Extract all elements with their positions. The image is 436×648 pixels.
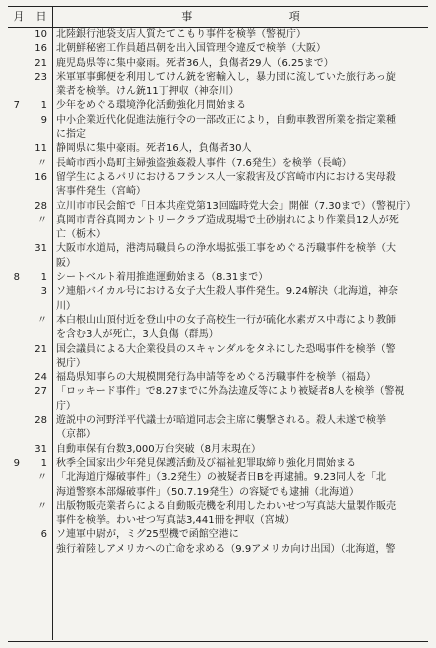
row-day: 21 <box>34 57 47 69</box>
row-month <box>8 42 24 56</box>
row-day <box>24 228 52 242</box>
row-month <box>8 443 24 457</box>
table-row <box>8 142 428 156</box>
table-row <box>8 99 428 113</box>
row-day <box>24 514 52 528</box>
row-month <box>8 471 24 485</box>
row-day: 〃 <box>37 500 47 512</box>
row-day: 〃 <box>37 157 47 169</box>
row-text: 出版物販売業者らによる自動販売機を利用したわいせつ写真誌大量製作販売 <box>56 500 396 512</box>
row-day: 6 <box>40 529 47 541</box>
row-month <box>8 500 24 514</box>
header-event-2: 項 <box>288 10 300 23</box>
row-text: 留学生によるパリにおけるフランス人一家殺害及び宮崎市内における実母殺 <box>56 171 396 183</box>
row-day: 28 <box>34 200 47 212</box>
row-day: 24 <box>34 372 47 384</box>
header-event <box>53 7 428 27</box>
table-row <box>8 185 428 199</box>
table-row <box>8 71 428 85</box>
row-day: 28 <box>34 415 47 427</box>
row-day: 27 <box>34 386 47 398</box>
row-month <box>8 85 24 99</box>
header-month: 月 <box>13 10 25 23</box>
row-text: 北朝鮮秘密工作員趙昌朝を出入国管理令違反で検挙（大阪） <box>56 43 326 55</box>
row-day <box>24 428 52 442</box>
table-row <box>8 443 428 457</box>
row-day: 11 <box>34 143 47 155</box>
row-month <box>8 28 24 42</box>
row-month <box>8 200 24 214</box>
row-month: 7 <box>13 100 20 112</box>
row-day: 9 <box>40 114 47 126</box>
row-day: 1 <box>40 272 47 284</box>
table-header <box>8 7 428 28</box>
row-day <box>24 486 52 500</box>
table-row <box>8 28 428 42</box>
row-text: 強行着陸しアメリカへの亡命を求める（9.9アメリカ向け出国）（北海道，警 <box>56 543 396 555</box>
row-day: 1 <box>40 457 47 469</box>
row-month <box>8 128 24 142</box>
row-day <box>24 300 52 314</box>
row-text: 阪） <box>56 257 76 269</box>
row-text: 事件を検挙。わいせつ写真誌3,441冊を押収（宮城） <box>56 515 295 527</box>
row-month <box>8 242 24 256</box>
table-row <box>8 42 428 56</box>
row-text: 鹿児島県等に集中豪雨。死者36人，負傷者29人（6.25まで） <box>56 57 334 69</box>
row-text: 害事件発生（宮崎） <box>56 186 146 198</box>
table-row <box>8 457 428 471</box>
row-month <box>8 385 24 399</box>
row-day <box>24 257 52 271</box>
row-month <box>8 142 24 156</box>
table-row <box>8 128 428 142</box>
row-month <box>8 228 24 242</box>
table-row <box>8 242 428 256</box>
chronology-table <box>8 6 428 642</box>
row-month <box>8 371 24 385</box>
table-row <box>8 171 428 185</box>
row-month <box>8 414 24 428</box>
row-day <box>24 357 52 371</box>
table-row <box>8 228 428 242</box>
row-text: 北陸銀行池袋支店人質たてこもり事件を検挙（警視庁） <box>56 29 306 40</box>
table-row <box>8 157 428 171</box>
header-day: 日 <box>30 7 53 27</box>
table-row <box>8 271 428 285</box>
row-text: 中小企業近代化促進法施行令の一部改正により，自動車教習所業を指定業種 <box>56 114 396 126</box>
table-row <box>8 428 428 442</box>
row-month <box>8 157 24 171</box>
row-month <box>8 185 24 199</box>
table-row <box>8 486 428 500</box>
row-day: 16 <box>34 171 47 183</box>
row-text: 福島県知事らの大規模開発行為申請等をめぐる汚職事件を検挙（福島） <box>56 372 376 384</box>
row-text: 亡（栃木） <box>56 229 106 241</box>
row-day <box>24 128 52 142</box>
row-month <box>8 314 24 328</box>
row-month <box>8 214 24 228</box>
table-row <box>8 528 428 542</box>
table-row <box>8 85 428 99</box>
row-month <box>8 543 24 557</box>
table-row <box>8 385 428 399</box>
row-text: 海道警察本部爆破事件」（50.7.19発生）の容疑でも逮捕（北海道） <box>56 486 360 498</box>
table-row <box>8 314 428 328</box>
row-month <box>8 343 24 357</box>
row-month <box>8 71 24 85</box>
table-row <box>8 414 428 428</box>
row-text: 静岡県に集中豪雨。死者16人，負傷者30人 <box>56 143 252 155</box>
table-row <box>8 285 428 299</box>
row-month <box>8 328 24 342</box>
row-text: （京都） <box>56 429 96 441</box>
row-text: 国会議員による大企業役員のスキャンダルをタネにした恐喝事件を検挙（警 <box>56 343 396 355</box>
table-row <box>8 500 428 514</box>
row-text: 「ロッキード事件」で8.27までに外為法違反等により被疑者8人を検挙（警視 <box>56 386 405 398</box>
row-text: シートベルト着用推進運動始まる（8.31まで） <box>56 272 269 284</box>
row-text: 業者を検挙。けん銃11丁押収（神奈川） <box>56 86 239 98</box>
row-day: 〃 <box>37 314 47 326</box>
table-row <box>8 257 428 271</box>
row-text: を含む3人が死亡，3人負傷（群馬） <box>56 329 219 341</box>
table-row <box>8 300 428 314</box>
row-text: 立川市市民会館で「日本共産党第13回臨時党大会」開催（7.30まで）（警視庁） <box>56 200 416 212</box>
row-text: 大阪市水道局，港湾局職員らの浄水場拡張工事をめぐる汚職事件を検挙（大 <box>56 243 396 255</box>
row-day: 31 <box>34 243 47 255</box>
header-event-1: 事 <box>181 10 193 23</box>
table-row <box>8 471 428 485</box>
row-month <box>8 285 24 299</box>
row-text: 本白根山山頂付近を登山中の女子高校生一行が硫化水素ガス中毒により教師 <box>56 314 396 326</box>
row-text: 庁） <box>56 400 76 412</box>
row-month <box>8 428 24 442</box>
row-month <box>8 400 24 414</box>
row-month: 8 <box>13 272 20 284</box>
row-text: 秋季全国家出少年発見保護活動及び福祉犯罪取締り強化月間始まる <box>56 457 356 469</box>
table-row <box>8 214 428 228</box>
row-day: 23 <box>34 71 47 83</box>
row-day: 〃 <box>37 472 47 484</box>
row-month <box>8 257 24 271</box>
table-body <box>8 28 428 557</box>
table-row <box>8 114 428 128</box>
table-row <box>8 57 428 71</box>
row-text: 「北海道庁爆破事件」（3.2発生）の被疑者日Bを再逮捕。9.23同人を「北 <box>56 472 387 484</box>
row-day <box>24 543 52 557</box>
row-day: 〃 <box>37 214 47 226</box>
row-day: 21 <box>34 343 47 355</box>
column-divider <box>52 28 53 640</box>
row-month: 9 <box>13 457 20 469</box>
table-row <box>8 200 428 214</box>
table-row <box>8 400 428 414</box>
row-day <box>24 185 52 199</box>
row-day: 10 <box>34 29 47 40</box>
row-text: ソ連船バイカル号における女子大生殺人事件発生。9.24解決（北海道，神奈 <box>56 286 398 298</box>
row-month <box>8 114 24 128</box>
row-text: 川） <box>56 300 76 312</box>
row-day: 16 <box>34 43 47 55</box>
row-text: 遊説中の河野洋平代議士が暗道同志会主席に襲撃される。殺人未遂で検挙 <box>56 415 386 427</box>
row-text: 自動車保有台数3,000万台突破（8月末現在） <box>56 443 261 455</box>
table-row <box>8 371 428 385</box>
row-month <box>8 357 24 371</box>
row-month <box>8 57 24 71</box>
row-text: 視庁） <box>56 357 86 369</box>
table-row <box>8 328 428 342</box>
row-month <box>8 486 24 500</box>
row-month <box>8 171 24 185</box>
table-row <box>8 514 428 528</box>
row-month <box>8 514 24 528</box>
row-month <box>8 300 24 314</box>
table-row <box>8 543 428 557</box>
table-row <box>8 357 428 371</box>
row-month <box>8 528 24 542</box>
row-text: ソ連軍中尉が，ミグ25型機で函館空港に <box>56 529 239 541</box>
row-text: 長崎市西小島町主婦強盗強姦殺人事件（7.6発生）を検挙（長崎） <box>56 157 352 169</box>
table-row <box>8 343 428 357</box>
row-day: 31 <box>34 443 47 455</box>
row-day <box>24 85 52 99</box>
row-day: 3 <box>40 286 47 298</box>
row-text: 真岡市青谷真岡カントリークラブ造成現場で土砂崩れにより作業員12人が死 <box>56 214 399 226</box>
row-text: 米軍軍事郵便を利用してけん銃を密輸入し，暴力団に流していた旅行あっ旋 <box>56 71 396 83</box>
row-day: 1 <box>40 100 47 112</box>
row-text: 少年をめぐる環境浄化活動強化月間始まる <box>56 100 246 112</box>
row-text: に指定 <box>56 129 86 141</box>
row-day <box>24 400 52 414</box>
row-day <box>24 328 52 342</box>
